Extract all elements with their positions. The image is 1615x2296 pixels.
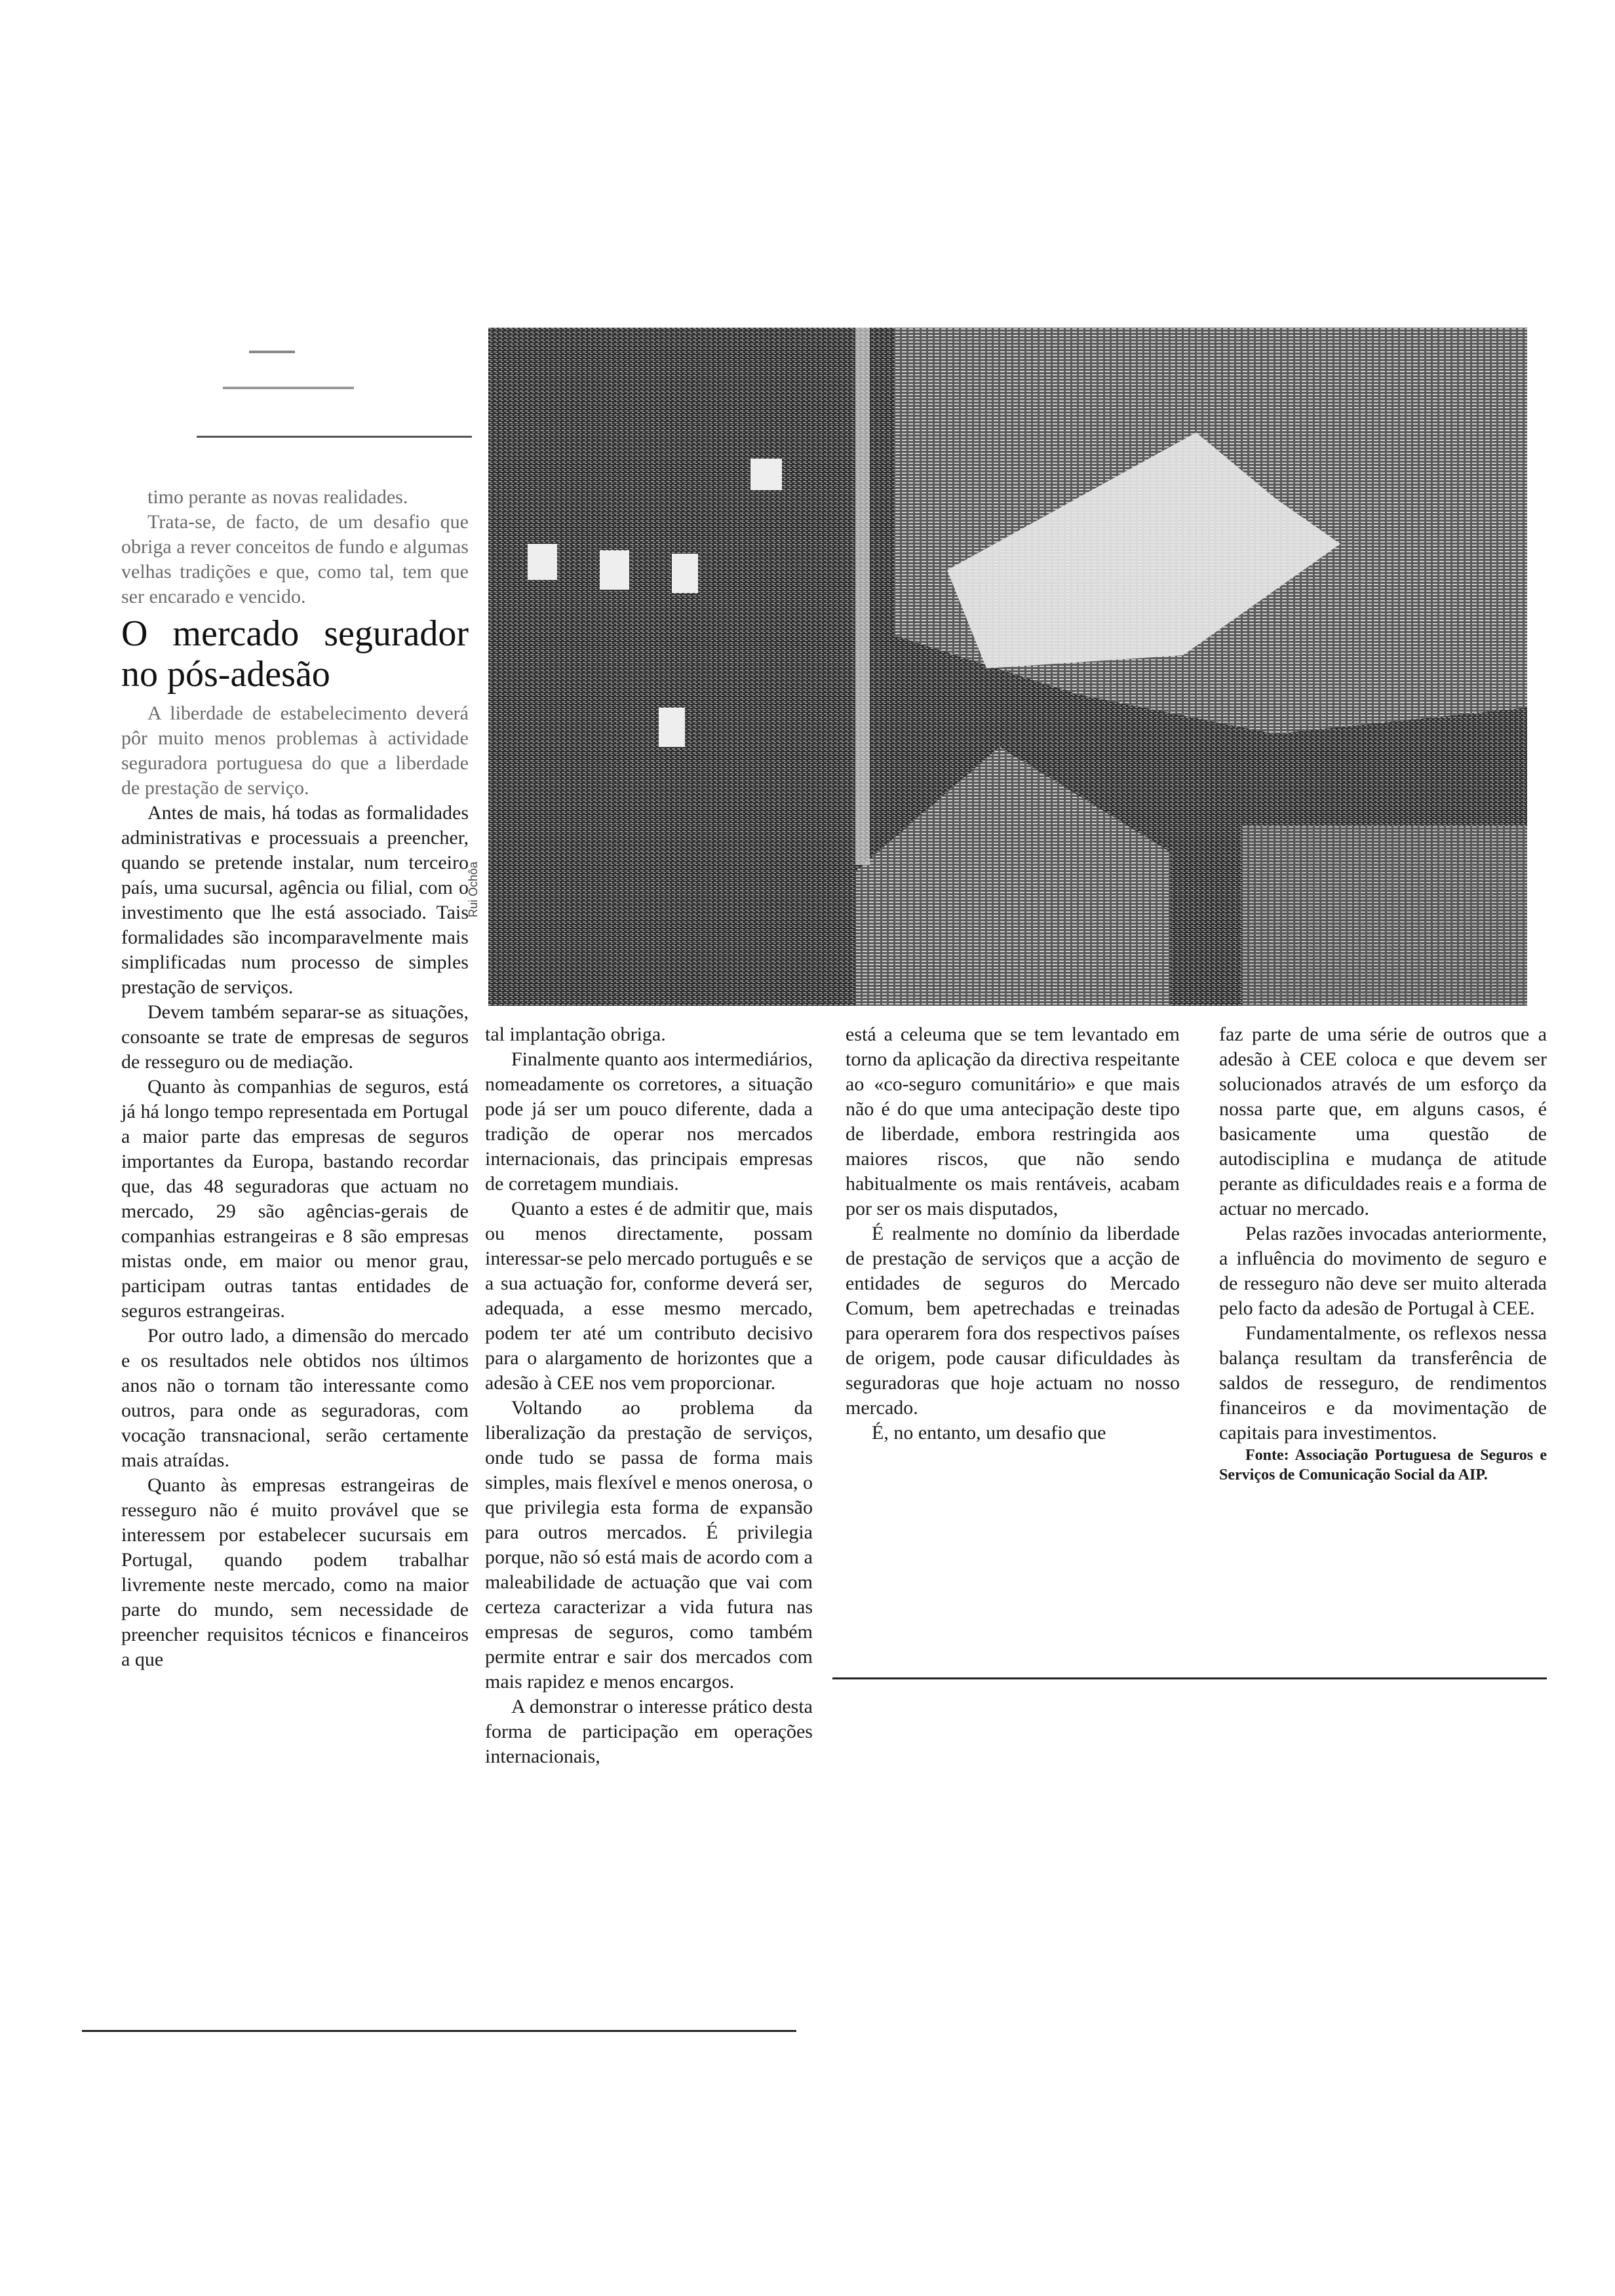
faded-headline-rule [197, 436, 472, 438]
photo-buildings-icon [488, 328, 1527, 1006]
paragraph: timo perante as novas realidades. [147, 486, 408, 508]
paragraph: tal implantação obriga. [485, 1024, 666, 1045]
paragraph: Finalmente quanto aos intermediários, nomeadamente os corretores, a situação pode já ser um pouco diferente, dada a tradição de operar nos mercados internacionais, das principais empresas de corretagem mundiais. [485, 1048, 813, 1195]
paragraph: A demonstrar o interesse prático desta forma de participação em operações internacionais, [485, 1696, 813, 1767]
source-note: Fonte: Associação Portuguesa de Seguros e Serviços de Comunicação Social da AIP. [1219, 1447, 1547, 1483]
paragraph: Quanto a estes é de admitir que, mais ou menos directamente, possam interessar-se pelo mercado português e se a sua actuação for, conforme deverá ser, adequada, a esse mesmo mercado, podem ter até um contributo decisivo para o alargamento de horizontes que a adesão à CEE nos vem proporcionar. [485, 1198, 813, 1394]
photo-credit: Rui Ochôa [467, 861, 480, 917]
section-heading: O mercado segurador no pós-adesão [121, 613, 469, 695]
paragraph: É realmente no domínio da liberdade de prestação de serviços que a acção de entidades de seguros do Mercado Comum, bem apetrechadas e treinadas para operarem fora dos respectivos países de origem, pode causar dificuldades às seguradoras que hoje actuam no nosso mercado. [846, 1223, 1180, 1419]
paragraph: Pelas razões invocadas anteriormente, a influência do movimento de seguro e de resseguro não deve ser muito alterada pelo facto da adesão de Portugal à CEE. [1219, 1223, 1547, 1319]
paragraph: A liberdade de estabelecimento deverá pôr muito menos problemas à actividade seguradora portuguesa do que a liberdade de prestação de serviço. [121, 702, 469, 799]
faded-headline-mark [223, 387, 354, 389]
paragraph: Fundamentalmente, os reflexos nessa balança resultam da transferência de saldos de resseguro, de rendimentos financeiros e da movimentação de capitais para investimentos. [1219, 1322, 1547, 1444]
faded-headline-mark [249, 351, 295, 353]
column-4 [1219, 1022, 1547, 1485]
paragraph: Devem também separar-se as situações, consoante se trate de empresas de seguros de resseguro ou de mediação. [121, 1001, 469, 1073]
column-2 [485, 1022, 813, 1769]
box-rule [832, 1677, 1547, 1679]
paragraph: Por outro lado, a dimensão do mercado e os resultados nele obtidos nos últimos anos não o tornam tão interessante como outros, para onde as seguradoras, com vocação transnacional, serão certamente mais atraídas. [121, 1325, 469, 1471]
paragraph: Voltando ao problema da liberalização da prestação de serviços, onde tudo se passa de forma mais simples, mais flexível e menos onerosa, o que privilegia esta forma de expansão para outros mercados. É privilegia porque, não só está mais de acordo com a maleabilidade de actuação que vai com certeza caracterizar a vida futura nas empresas de seguros, como também permite entrar e sair dos mercados com mais rapidez e menos encargos. [485, 1397, 813, 1693]
column-3 [846, 1022, 1180, 1445]
paragraph: Trata-se, de facto, de um desafio que obriga a rever conceitos de fundo e algumas velhas tradições e que, como tal, tem que ser encarado e vencido. [121, 511, 469, 607]
bottom-rule [82, 2030, 796, 2032]
paragraph: faz parte de uma série de outros que a adesão à CEE coloca e que devem ser solucionados através de um esforço da nossa parte que, em alguns casos, é basicamente uma questão de autodisciplina e mudança de atitude perante as dificuldades reais e a forma de actuar no mercado. [1219, 1024, 1547, 1219]
paragraph: Quanto às companhias de seguros, está já há longo tempo representada em Portugal a maior parte das empresas de seguros importantes da Europa, bastando recordar que, das 48 seguradoras que actuam no mercado, 29 são agências-gerais de companhias estrangeiras e 8 são empresas mistas onde, em maior ou menor grau, participam outras tantas entidades de seguros estrangeiras. [121, 1076, 469, 1322]
paragraph: É, no entanto, um desafio que [872, 1422, 1106, 1444]
column-1 [121, 485, 469, 1672]
article-photo [488, 328, 1527, 1006]
paragraph: Quanto às empresas estrangeiras de resseguro não é muito provável que se interessem por estabelecer sucursais em Portugal, quando podem trabalhar livremente neste mercado, como na maior parte do mundo, sem necessidade de preencher requisitos técnicos e financeiros a que [121, 1474, 469, 1670]
paragraph: está a celeuma que se tem levantado em torno da aplicação da directiva respeitante ao «co-seguro comunitário» e que mais não é do que uma antecipação deste tipo de liberdade, embora restringida aos maiores riscos, que não sendo habitualmente os mais rentáveis, acabam por ser os mais disputados, [846, 1024, 1180, 1219]
paragraph: Antes de mais, há todas as formalidades administrativas e processuais a preencher, quando se pretende instalar, num terceiro país, uma sucursal, agência ou filial, com o investimento que lhe está associado. Tais formalidades são incomparavelmente mais simplificadas num processo de simples prestação de serviços. [121, 802, 469, 998]
